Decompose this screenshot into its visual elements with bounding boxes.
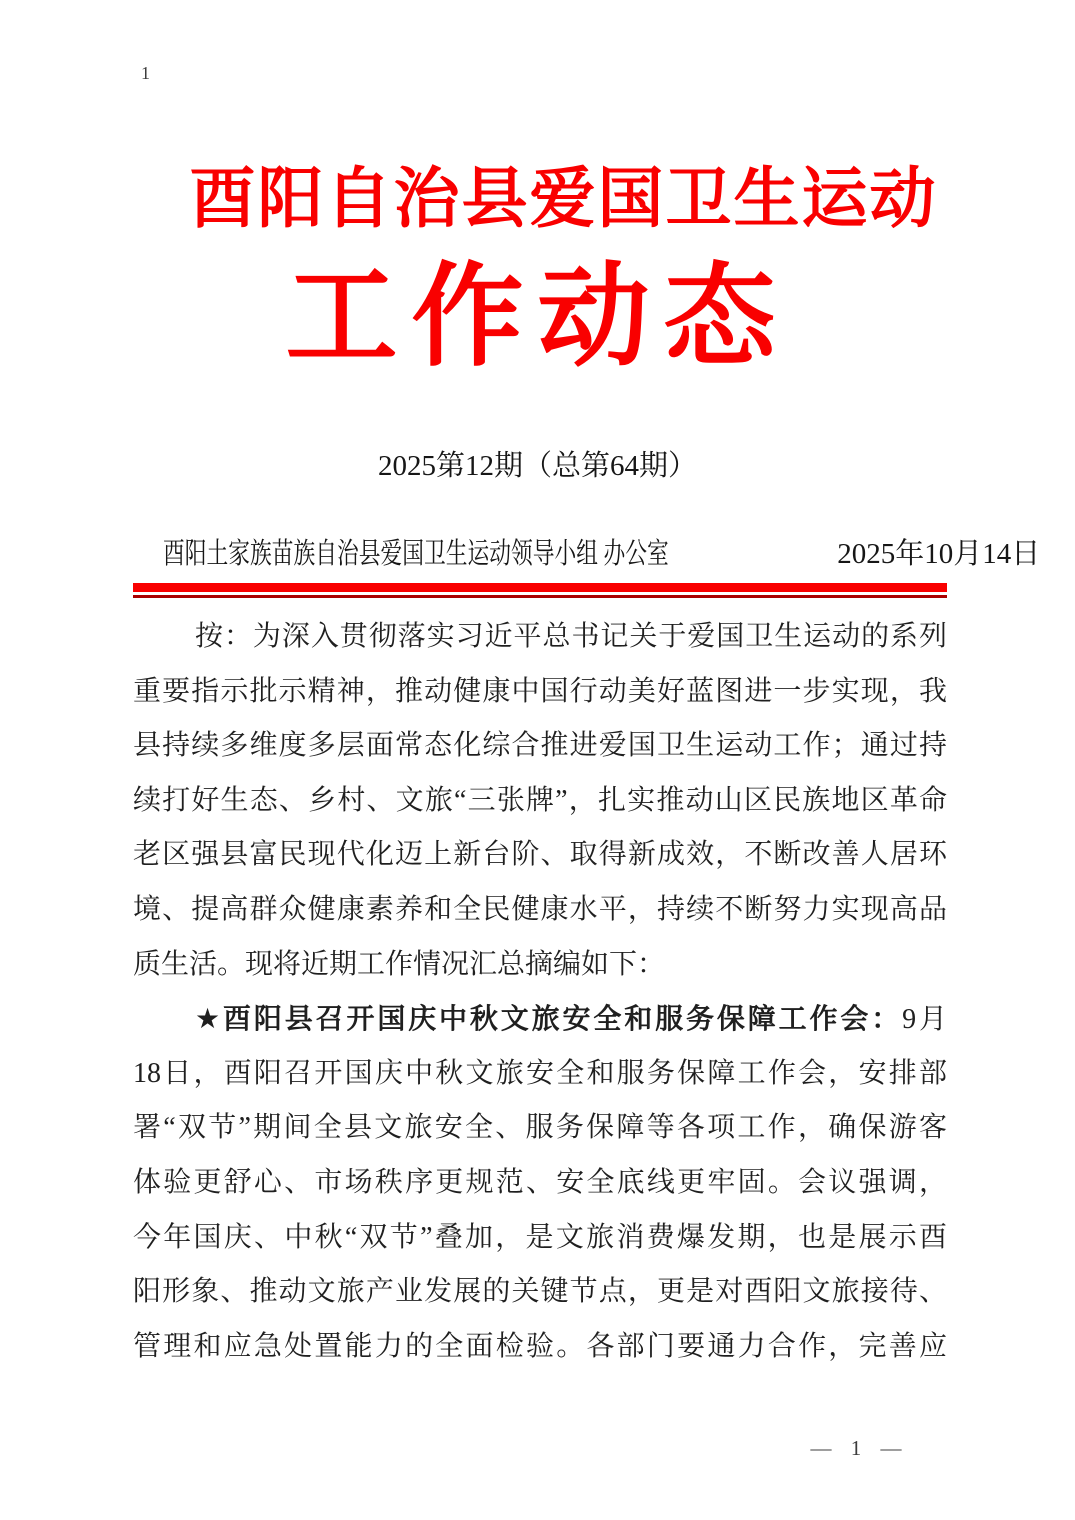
body-text [133,610,947,1374]
masthead-title-line2: 工作动态 [285,256,790,380]
item-line: 今年国庆、中秋“双节”叠加，是文旅消费爆发期，也是展示酉 [133,1221,947,1253]
page-footer-number: — 1 — [810,1436,902,1460]
publisher-name-wrap [163,531,837,572]
intro-line: 按：为深入贯彻落实习近平总书记关于爱国卫生运动的系列 [195,621,947,652]
item-line: 体验更舒心、市场秩序更规范、安全底线更牢固。会议强调， [133,1166,947,1198]
publish-date: 2025年10月14日 [837,537,1041,570]
rule-thick-bar [133,583,947,592]
intro-line: 质生活。现将近期工作情况汇总摘编如下： [133,948,666,980]
item-heading-suffix: 9月 [902,1004,947,1036]
intro-line: 重要指示批示精神，推动健康中国行动美好蓝图进一步实现，我 [133,675,947,707]
item-heading-line [133,992,947,1047]
item-line: 管理和应急处置能力的全面检验。各部门要通力合作，完善应 [133,1330,947,1362]
item-line: 18日，酉阳召开国庆中秋文旅安全和服务保障工作会，安排部 [133,1057,947,1089]
corner-page-number: 1 [141,63,150,83]
intro-line: 续打好生态、乡村、文旅“三张牌”，扎实推动山区民族地区革命 [133,784,947,816]
rule-thin-bar [133,595,947,598]
intro-line: 县持续多维度多层面常态化综合推进爱国卫生运动工作；通过持 [133,730,947,762]
item-line: 阳形象、推动文旅产业发展的关键节点，更是对酉阳文旅接待、 [133,1276,947,1308]
item-line: 署“双节”期间全县文旅安全、服务保障等各项工作，确保游客 [133,1112,947,1144]
publisher-row [133,531,1041,571]
issue-number-line: 2025第12期（总第64期） [377,450,697,482]
publisher-name: 酉阳土家族苗族自治县爱国卫生运动领导小组 办公室 [163,537,669,570]
intro-line: 境、提高群众健康素养和全民健康水平，持续不断努力实现高品 [133,893,947,925]
masthead-double-rule [133,583,947,598]
masthead-title-line1: 酉阳自治县爱国卫生运动 [189,163,938,236]
item-heading-bold: ★酉阳县召开国庆中秋文旅安全和服务保障工作会： [195,1003,903,1035]
intro-line: 老区强县富民现代化迈上新台阶、取得新成效，不断改善人居环 [133,839,947,871]
